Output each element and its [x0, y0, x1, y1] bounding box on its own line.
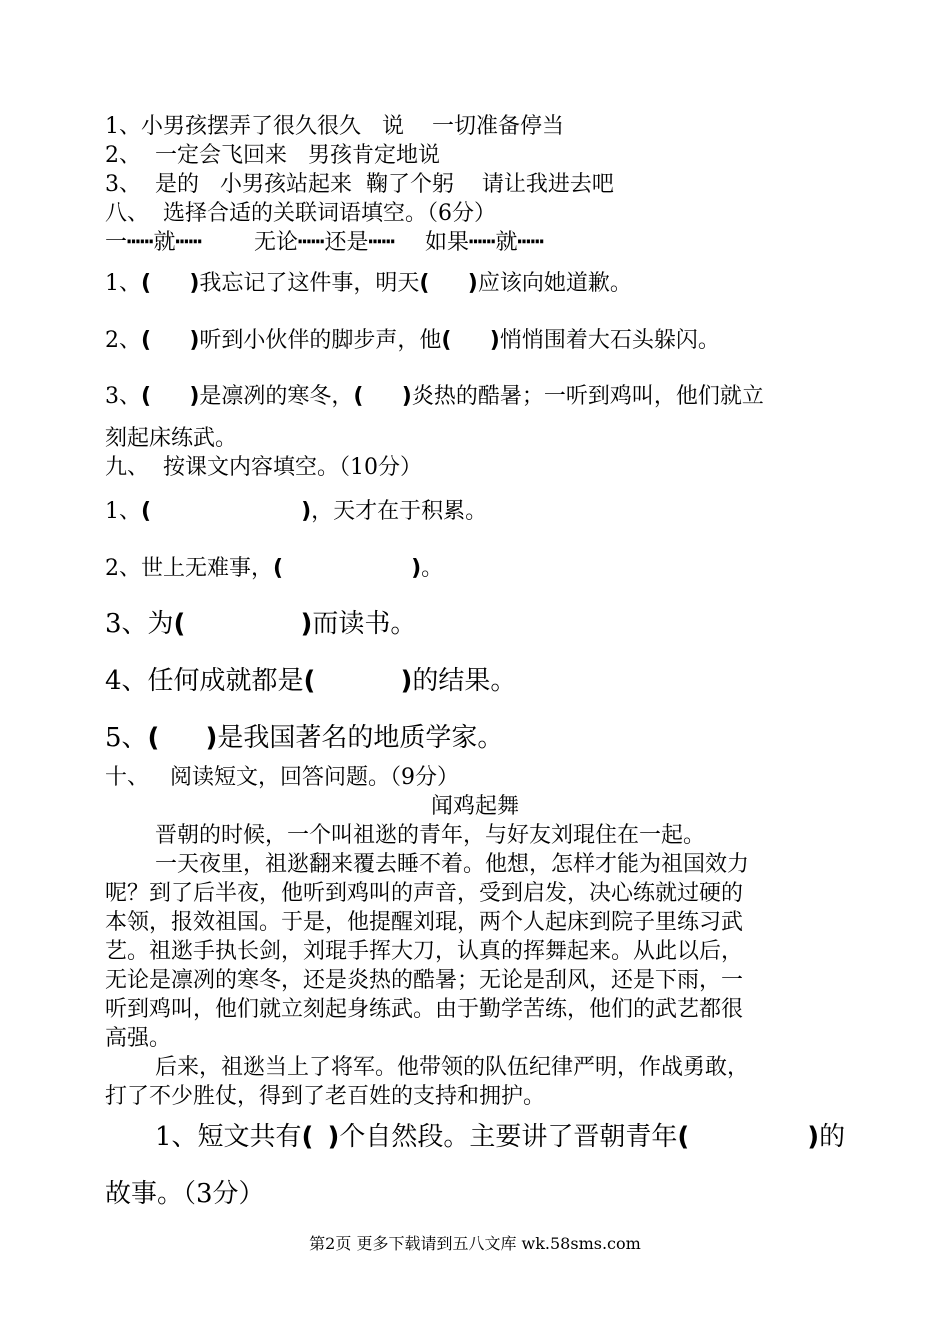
reading-question-1: 1、短文共有( )个自然段。主要讲了晋朝青年( )的: [155, 1122, 846, 1152]
conjunction-options: [105, 232, 544, 254]
fill-question-9-5: 5、( )是我国著名的地质学家。: [105, 723, 504, 753]
passage-title: 闻鸡起舞: [430, 794, 519, 819]
fill-question-8-1: 1、( )我忘记了这件事，明天( )应该向她道歉。: [105, 271, 632, 296]
passage-line: 无论是凛冽的寒冬，还是炎热的酷暑；无论是刮风，还是下雨，一: [105, 968, 744, 993]
passage-line: 呢？到了后半夜，他听到鸡叫的声音，受到启发，决心练就过硬的: [105, 881, 744, 906]
option-3: 如果┅┅就┅┅: [424, 230, 544, 255]
passage-line: 晋朝的时候，一个叫祖逖的青年，与好友刘琨住在一起。: [155, 823, 706, 848]
fill-question-8-3: 3、( )是凛冽的寒冬，( )炎热的酷暑；一听到鸡叫，他们就立: [105, 384, 764, 409]
sentence-item-2: 2、 一定会飞回来 男孩肯定地说: [105, 143, 440, 168]
passage-line: 打了不少胜仗，得到了老百姓的支持和拥护。: [105, 1084, 546, 1109]
passage-line: 后来，祖逖当上了将军。他带领的队伍纪律严明，作战勇敢，: [155, 1055, 750, 1080]
section-9-heading: 九、 按课文内容填空。（10分）: [105, 455, 422, 480]
passage-line: 一天夜里，祖逖翻来覆去睡不着。他想，怎样才能为祖国效力: [155, 852, 750, 877]
page-footer: 第2页 更多下载请到五八文库 wk.58sms.com: [309, 1234, 641, 1253]
option-2: 无论┅┅还是┅┅: [253, 230, 395, 255]
passage-line: 听到鸡叫，他们就立刻起身练武。由于勤学苦练，他们的武艺都很: [105, 997, 744, 1022]
option-1: 一┅┅就┅┅: [105, 230, 202, 255]
passage-line: 艺。祖逖手执长剑，刘琨手挥大刀，认真的挥舞起来。从此以后，: [105, 939, 744, 964]
sentence-item-3: 3、 是的 小男孩站起来 鞠了个躬 请让我进去吧: [105, 172, 614, 197]
fill-question-9-1: 1、( )，天才在于积累。: [105, 499, 488, 524]
fill-question-9-4: 4、任何成就都是( )的结果。: [105, 666, 517, 696]
passage-line: 本领，报效祖国。于是，他提醒刘琨，两个人起床到院子里练习武: [105, 910, 744, 935]
sentence-item-1: 1、小男孩摆弄了很久很久 说 一切准备停当: [105, 114, 564, 139]
section-10-heading: 十、 阅读短文，回答问题。（9分）: [105, 765, 459, 790]
fill-question-8-3-cont: 刻起床练武。: [105, 426, 238, 451]
reading-question-1-cont: 故事。（3分）: [105, 1179, 265, 1209]
passage-line: 高强。: [105, 1026, 172, 1051]
fill-question-9-3: 3、为( )而读书。: [105, 609, 417, 639]
fill-question-8-2: 2、( )听到小伙伴的脚步声，他( )悄悄围着大石头躲闪。: [105, 328, 720, 353]
section-8-heading: 八、 选择合适的关联词语填空。（6分）: [105, 201, 496, 226]
fill-question-9-2: 2、世上无难事，( )。: [105, 556, 444, 581]
